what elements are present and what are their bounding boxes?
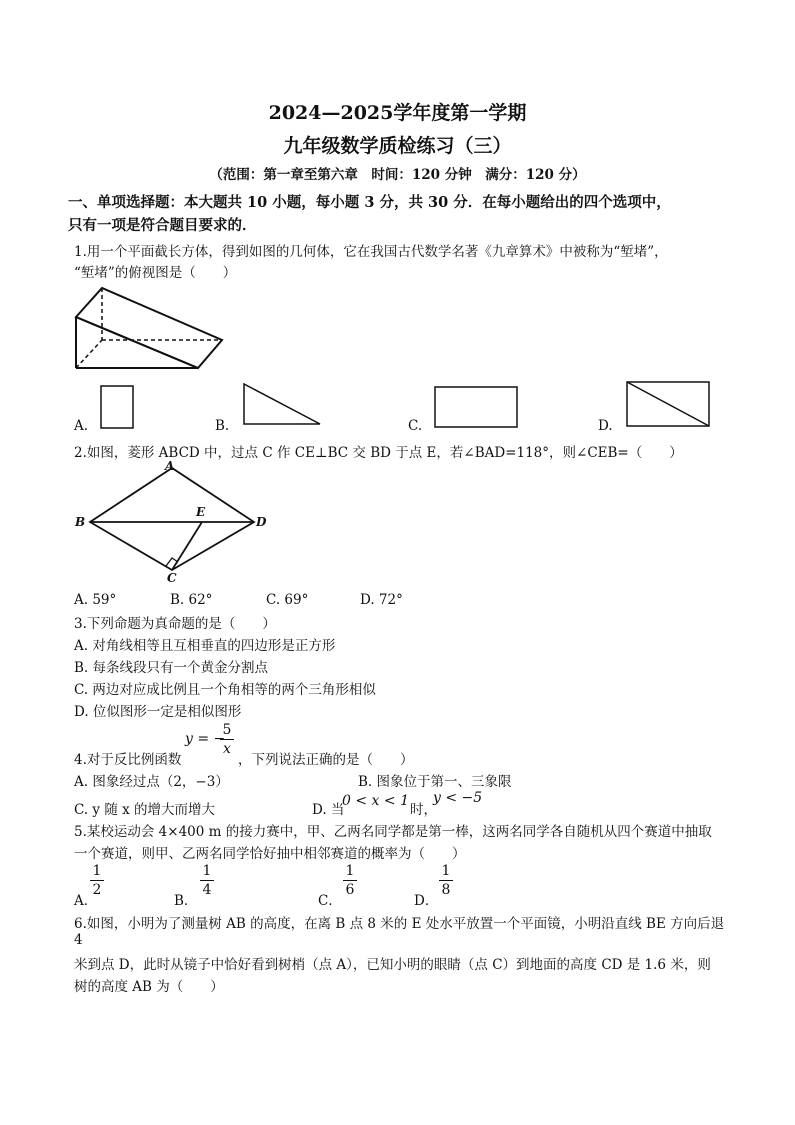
- q5-option-c-den: 6: [345, 882, 355, 898]
- q2-option-a: A. 59°: [74, 592, 117, 608]
- q4-formula-num: 5: [220, 721, 234, 740]
- q2-option-c: C. 69°: [266, 592, 309, 608]
- q6-line4: 树的高度 AB 为（ ）: [74, 979, 224, 995]
- q5-option-d-label: D．: [414, 893, 439, 909]
- q5-option-d-den: 8: [441, 882, 451, 898]
- q2-label-d: D: [256, 515, 267, 529]
- q2-label-a: A: [165, 459, 175, 473]
- q1-option-b: B.: [215, 418, 230, 434]
- section1-line1: 一、单项选择题：本大题共 10 小题，每小题 3 分，共 30 分．在每小题给出的四个选项中，: [68, 194, 671, 211]
- exam-year-title: 2024—2025学年度第一学期: [268, 102, 527, 124]
- q4-option-a: A. 图象经过点（2，−3）: [74, 774, 229, 790]
- q1-option-a: A.: [74, 418, 89, 434]
- q6-line2: 4: [74, 932, 83, 948]
- q3-option-c: C. 两边对应成比例且一个角相等的两个三角形相似: [74, 682, 376, 698]
- exam-title: 九年级数学质检练习（三）: [283, 135, 512, 157]
- q2-option-d: D. 72°: [360, 592, 403, 608]
- q4-option-d-condition: 0 < x < 1: [342, 793, 409, 809]
- q3-option-d: D. 位似图形一定是相似图形: [74, 704, 242, 720]
- q3-option-b: B. 每条线段只有一个黄金分割点: [74, 660, 269, 676]
- q5-option-c-fraction: [343, 862, 357, 899]
- q2-option-b: B. 62°: [170, 592, 213, 608]
- q4-option-d-result: y < −5: [433, 790, 483, 806]
- q1-solid-figure: [72, 284, 232, 374]
- q4-prefix: 4.对于反比例函数: [74, 752, 182, 768]
- q5-option-b-label: B．: [174, 893, 198, 909]
- q5-option-a-fraction: [90, 862, 104, 899]
- q5-option-c-label: C．: [318, 893, 342, 909]
- q5-option-c-num: 1: [343, 862, 357, 881]
- q4-option-b: B. 图象位于第一、三象限: [358, 774, 512, 790]
- q3-option-a: A. 对角线相等且互相垂直的四边形是正方形: [74, 638, 336, 654]
- q6-line3: 米到点 D，此时从镜子中恰好看到树梢（点 A），已知小明的眼睛（点 C）到地面的高度 CD 是 1.6 米，则: [74, 957, 711, 973]
- q4-option-d-prefix: D. 当: [312, 802, 345, 818]
- q1-option-a-figure: [100, 385, 136, 431]
- q4-suffix: ，下列说法正确的是（ ）: [238, 752, 414, 768]
- q5-option-b-num: 1: [200, 862, 214, 881]
- q1-line2: “堑堵”的俯视图是（ ）: [74, 265, 237, 281]
- q5-option-a-label: A．: [74, 893, 98, 909]
- q2-label-e: E: [196, 505, 206, 519]
- q4-formula-lhs: y = −: [185, 731, 226, 747]
- q1-option-c-figure: [434, 386, 520, 430]
- q5-option-b-fraction: [200, 862, 214, 899]
- q1-option-d: D.: [598, 418, 613, 434]
- q5-line1: 5.某校运动会 4×400 m 的接力赛中，甲、乙两名同学都是第一棒，这两名同学各自随机从四个赛道中抽取: [74, 824, 712, 840]
- q5-option-a-den: 2: [92, 882, 102, 898]
- q1-option-c: C.: [408, 418, 423, 434]
- q1-option-b-figure: [242, 382, 324, 426]
- q5-option-a-num: 1: [90, 862, 104, 881]
- q4-option-d-mid: 时，: [410, 802, 437, 818]
- exam-scope: （范围：第一章至第六章 时间：120 分钟 满分：120 分）: [209, 167, 586, 183]
- q1-option-d-figure: [626, 381, 712, 429]
- q4-formula-den: x: [223, 741, 231, 757]
- q5-option-d-num: 1: [439, 862, 453, 881]
- section1-line2: 只有一项是符合题目要求的．: [68, 217, 257, 234]
- q2-stem: 2.如图，菱形 ABCD 中，过点 C 作 CE⊥BC 交 BD 于点 E，若∠BAD=118°，则∠CEB=（ ）: [74, 445, 683, 461]
- q5-option-b-den: 4: [202, 882, 212, 898]
- q2-rhombus-figure: [70, 458, 280, 588]
- q1-line1: 1.用一个平面截长方体，得到如图的几何体，它在我国古代数学名著《九章算术》中被称为“堑堵”，: [74, 244, 668, 260]
- q5-option-d-fraction: [439, 862, 453, 899]
- q2-label-b: B: [75, 515, 86, 529]
- q4-option-c: C. y 随 x 的增大而增大: [74, 802, 216, 818]
- q4-formula-fraction: [220, 721, 234, 758]
- q5-line2: 一个赛道，则甲、乙两名同学恰好抽中相邻赛道的概率为（ ）: [74, 846, 466, 862]
- q3-stem: 3.下列命题为真命题的是（ ）: [74, 616, 276, 632]
- q2-label-c: C: [167, 571, 177, 585]
- q6-line1: 6.如图，小明为了测量树 AB 的高度，在离 B 点 8 米的 E 处水平放置一个平面镜，小明沿直线 BE 方向后退: [74, 916, 725, 932]
